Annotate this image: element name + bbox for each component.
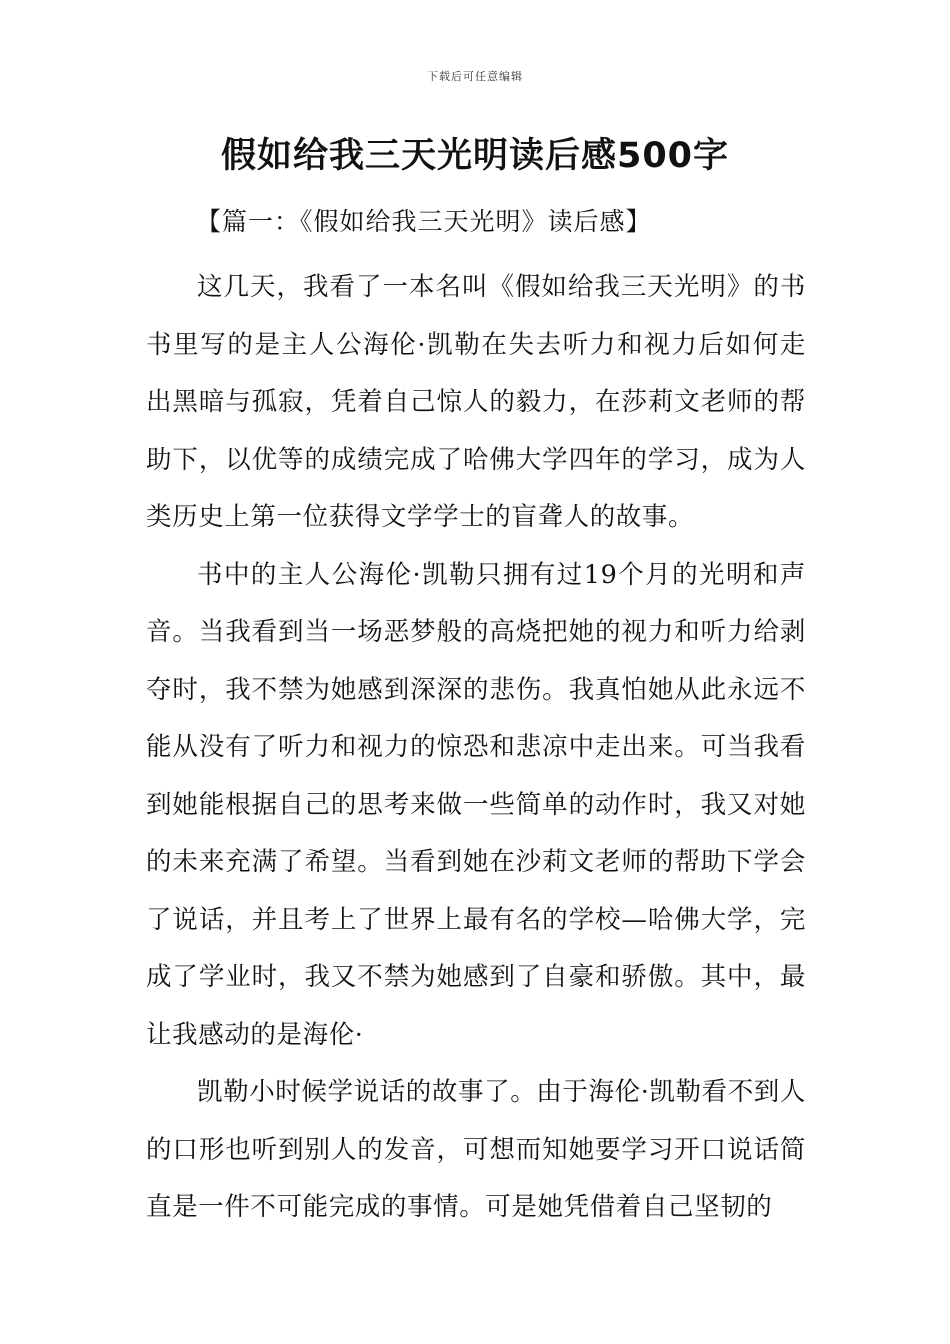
document-title: 假如给我三天光明读后感500字 — [220, 136, 730, 176]
paragraph-2: 书中的主人公海伦·凯勒只拥有过19个月的光明和声音。当我看到当一场恶梦般的高烧把她的视力和听力给剥夺时，我不禁为她感到深深的悲伤。我真怕她从此永远不能从没有了听力和视力的惊恐和悲凉中走出来。可当我看到她能根据自己的思考来做一些简单的动作时，我又对她的未来充满了希望。当看到她在沙莉文老师的帮助下学会了说话，并且考上了世界上最有名的学校—哈佛大学，完成了学业时，我又不禁为她感到了自豪和骄傲。其中，最让我感动的是海伦· — [146, 559, 806, 1050]
paragraph-3: 凯勒小时候学说话的故事了。由于海伦·凯勒看不到人的口形也听到别人的发音，可想而知她要学习开口说话简直是一件不可能完成的事情。可是她凭借着自己坚韧的 — [146, 1077, 807, 1222]
body-text — [146, 259, 806, 1237]
paragraph-1: 这几天，我看了一本名叫《假如给我三天光明》的书书里写的是主人公海伦·凯勒在失去听力和视力后如何走出黑暗与孤寂，凭着自己惊人的毅力，在莎莉文老师的帮助下，以优等的成绩完成了哈佛大学四年的学习，成为人类历史上第一位获得文学学士的盲聋人的故事。 — [146, 272, 806, 532]
header-note: 下载后可任意编辑 — [427, 70, 523, 83]
section-heading: 【篇一：《假如给我三天光明》读后感】 — [196, 207, 652, 236]
